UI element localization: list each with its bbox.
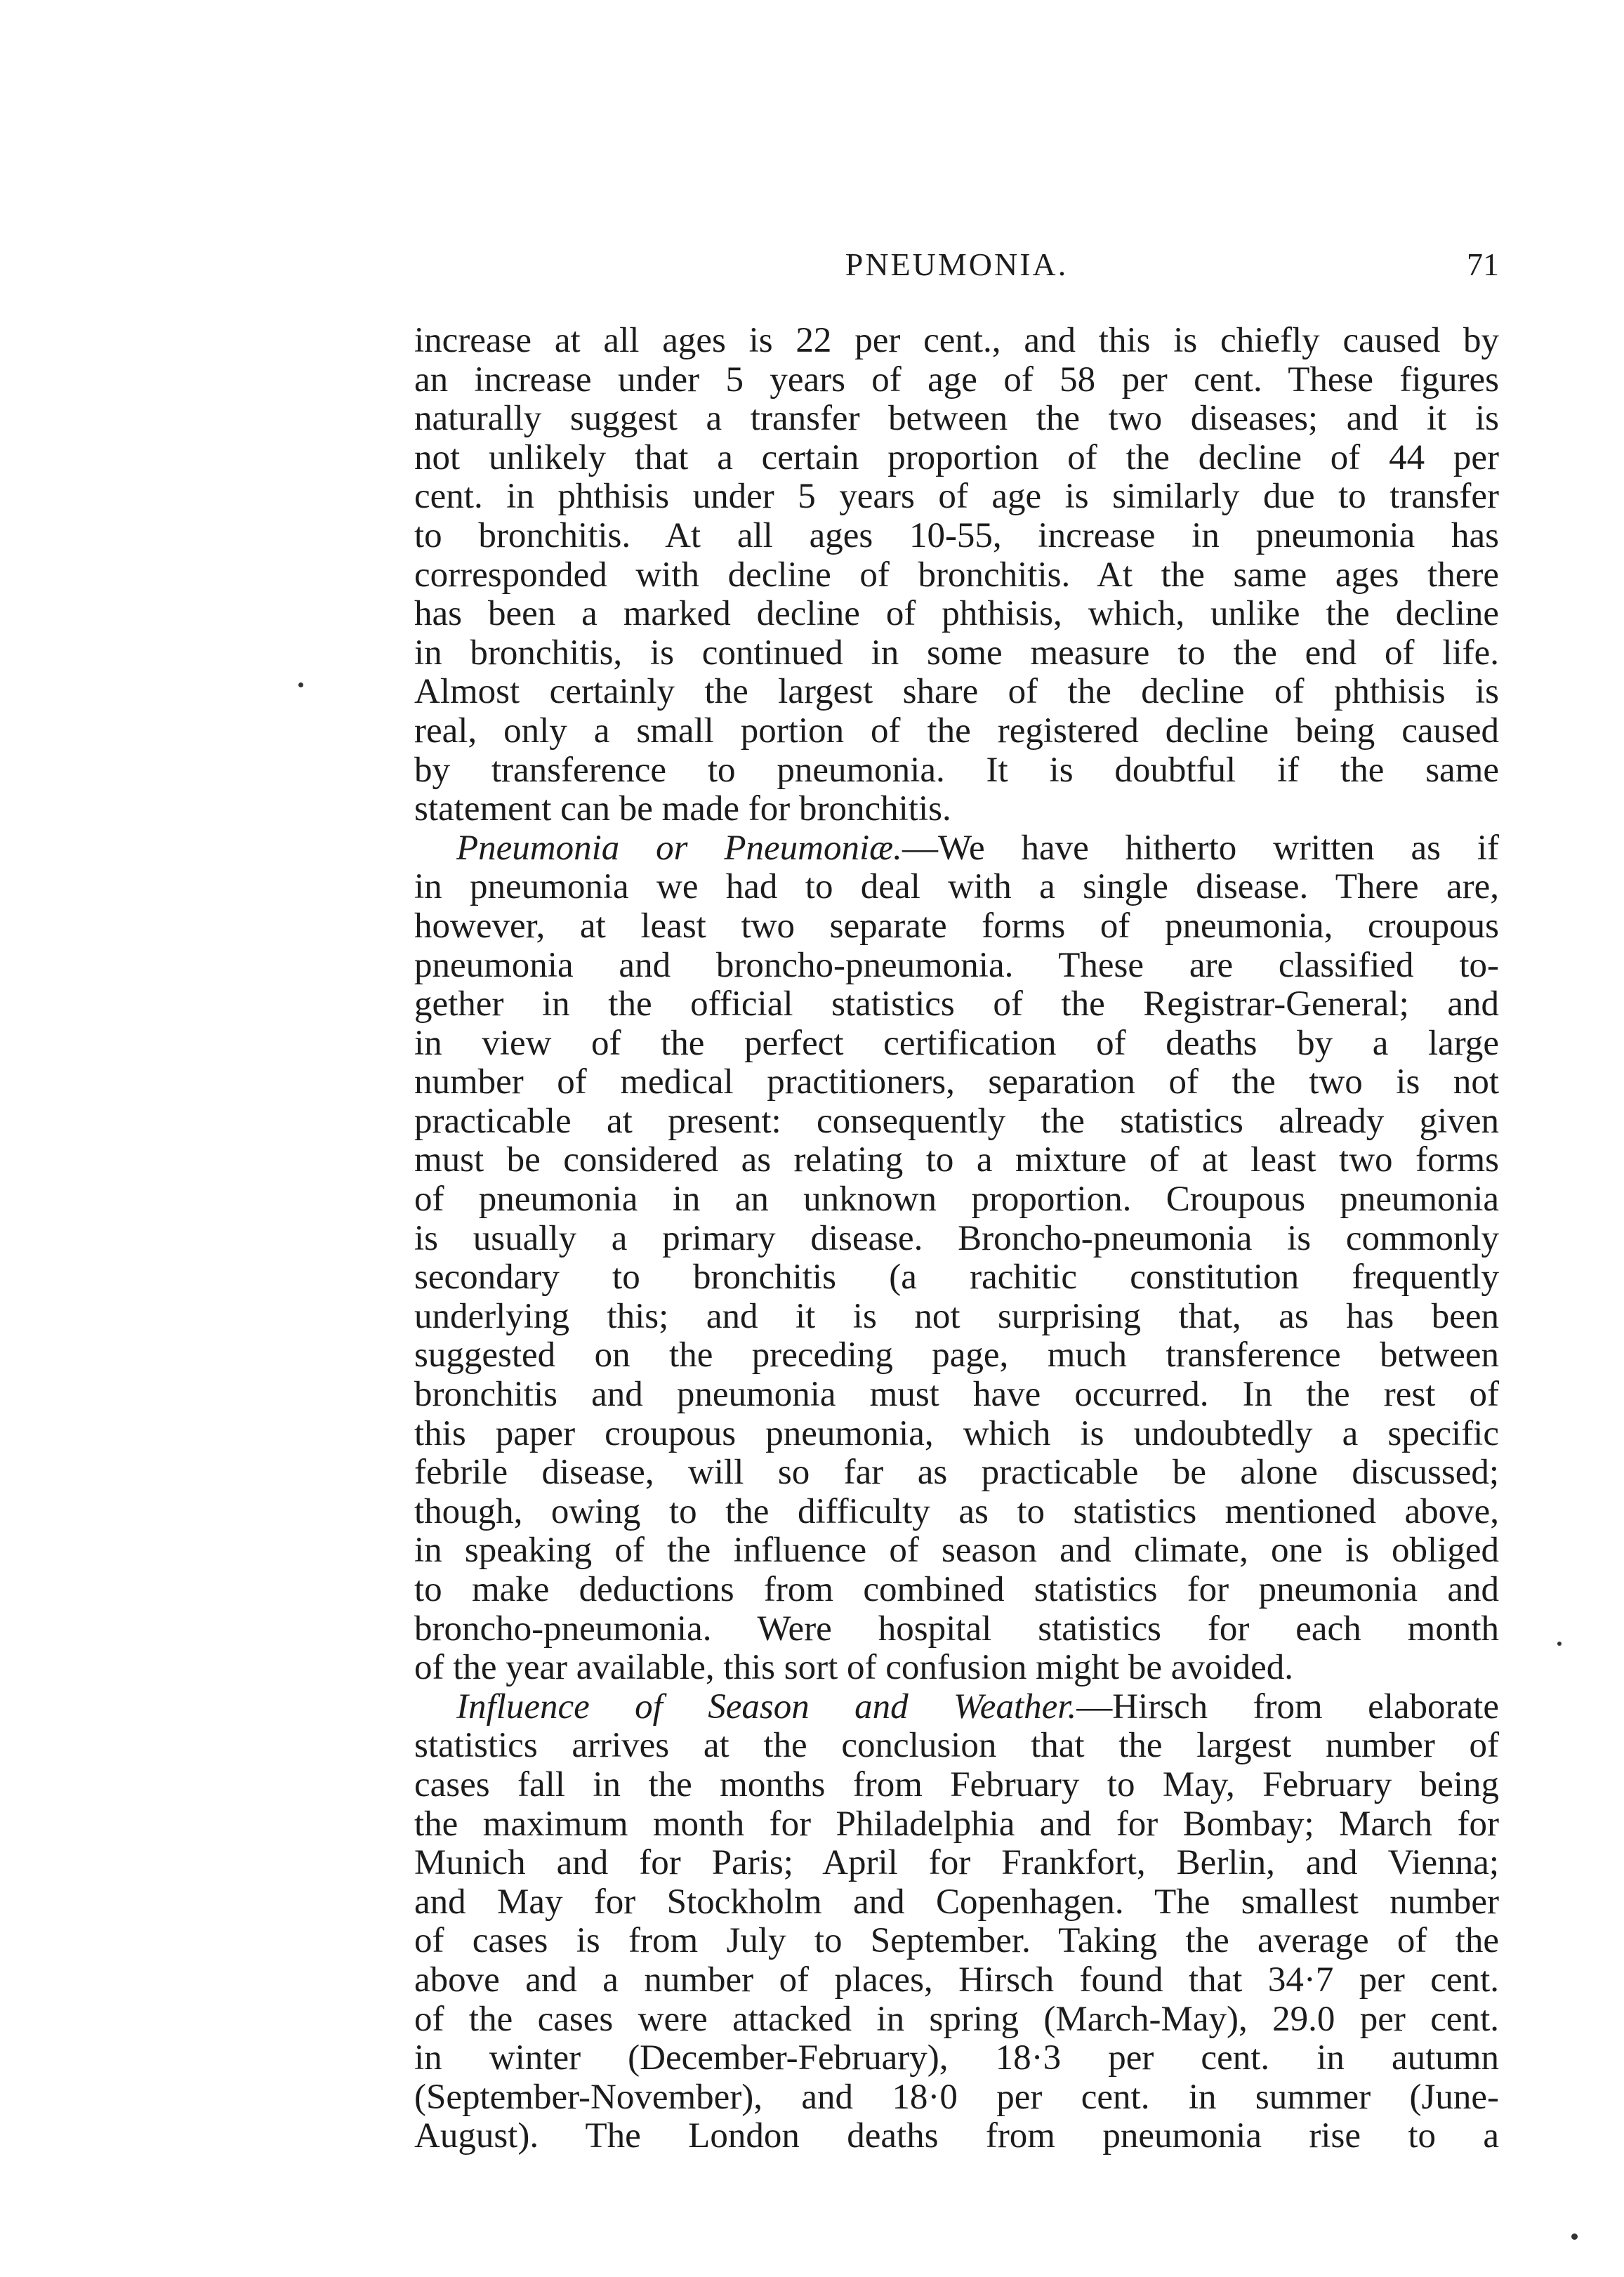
text-line: Almost certainly the largest share of the decline of phthisis is xyxy=(414,672,1499,712)
text-line: cases fall in the months from February to May, February being xyxy=(414,1764,1499,1804)
section-heading: Influence of Season and Weather. xyxy=(456,1687,1077,1727)
text-line: of cases is from July to September. Taking the average of the xyxy=(414,1921,1499,1961)
heading-line-rest: —We have hitherto written as if xyxy=(902,828,1499,868)
text-line: in pneumonia we had to deal with a single disease. There are, xyxy=(414,867,1499,907)
text-line: an increase under 5 years of age of 58 per cent. These figures xyxy=(414,359,1499,400)
text-line: of the year available, this sort of confusion might be avoided. xyxy=(414,1648,1293,1688)
running-head xyxy=(414,246,1499,288)
text-line: in view of the perfect certification of deaths by a large xyxy=(414,1023,1499,1063)
scan-speck xyxy=(1557,1642,1562,1646)
text-line: febrile disease, will so far as practicable be alone discussed; xyxy=(414,1453,1499,1493)
text-line: this paper croupous pneumonia, which is undoubtedly a specific xyxy=(414,1413,1499,1453)
text-line: has been a marked decline of phthisis, which, unlike the decline xyxy=(414,594,1499,634)
text-line: to bronchitis. At all ages 10-55, increase in pneumonia has xyxy=(414,515,1499,555)
text-line: statement can be made for bronchitis. xyxy=(414,789,951,829)
text-line: of pneumonia in an unknown proportion. Croupous pneumonia xyxy=(414,1180,1499,1220)
text-line: secondary to bronchitis (a rachitic constitution frequently xyxy=(414,1258,1499,1298)
text-line: the maximum month for Philadelphia and for Bombay; March for xyxy=(414,1804,1499,1844)
page-number: 71 xyxy=(1467,246,1499,282)
text-line: broncho-pneumonia. Were hospital statistics for each month xyxy=(414,1609,1499,1649)
text-line: bronchitis and pneumonia must have occurred. In the rest of xyxy=(414,1375,1499,1415)
text-line: in bronchitis, is continued in some measure to the end of life. xyxy=(414,633,1499,673)
text-line: number of medical practitioners, separation of the two is not xyxy=(414,1062,1499,1102)
text-line: cent. in phthisis under 5 years of age is similarly due to transfer xyxy=(414,477,1499,517)
text-line: statistics arrives at the conclusion that the largest number of xyxy=(414,1726,1499,1766)
section-heading: Pneumonia or Pneumoniæ. xyxy=(456,828,902,868)
text-line: real, only a small portion of the registered decline being caused xyxy=(414,711,1499,751)
text-line: underlying this; and it is not surprising that, as has been xyxy=(414,1296,1499,1336)
text-line: Munich and for Paris; April for Frankfort, Berlin, and Vienna; xyxy=(414,1843,1499,1883)
text-line: pneumonia and broncho-pneumonia. These are classified to- xyxy=(414,945,1499,985)
text-line: above and a number of places, Hirsch found that 34·7 per cent. xyxy=(414,1960,1499,2000)
text-line: however, at least two separate forms of pneumonia, croupous xyxy=(414,906,1499,946)
text-line: though, owing to the difficulty as to statistics mentioned above, xyxy=(414,1491,1499,1531)
text-line xyxy=(414,1688,1499,1727)
heading-line-rest: —Hirsch from elaborate xyxy=(1076,1687,1499,1727)
text-line: is usually a primary disease. Broncho-pneumonia is commonly xyxy=(414,1218,1499,1258)
paragraph-pneumonia-forms xyxy=(414,829,1499,1688)
text-line: in winter (December-February), 18·3 per cent. in autumn xyxy=(414,2038,1499,2078)
text-line xyxy=(414,829,1499,869)
scan-speck xyxy=(298,682,303,687)
text-line: corresponded with decline of bronchitis. At the same ages there xyxy=(414,555,1499,595)
text-line: suggested on the preceding page, much transference between xyxy=(414,1335,1499,1375)
running-title: PNEUMONIA. xyxy=(845,246,1069,282)
text-line: by transference to pneumonia. It is doubtful if the same xyxy=(414,750,1499,790)
text-line: August). The London deaths from pneumonia rise to a xyxy=(414,2116,1499,2156)
text-line: in speaking of the influence of season and climate, one is obliged xyxy=(414,1531,1499,1571)
text-line: must be considered as relating to a mixture of at least two forms xyxy=(414,1140,1499,1180)
text-line: practicable at present: consequently the statistics already given xyxy=(414,1101,1499,1141)
body-text xyxy=(414,322,1499,2156)
paragraph-season-weather xyxy=(414,1688,1499,2156)
text-line: (September-November), and 18·0 per cent. in summer (June- xyxy=(414,2077,1499,2117)
text-line: and May for Stockholm and Copenhagen. The smallest number xyxy=(414,1882,1499,1922)
text-line: of the cases were attacked in spring (March-May), 29.0 per cent. xyxy=(414,1999,1499,2039)
paragraph-transfer xyxy=(414,322,1499,829)
text-line: to make deductions from combined statistics for pneumonia and xyxy=(414,1570,1499,1609)
scan-speck xyxy=(1571,2233,1578,2240)
text-line: gether in the official statistics of the Registrar-General; and xyxy=(414,984,1499,1024)
text-line: increase at all ages is 22 per cent., and this is chiefly caused by xyxy=(414,321,1499,360)
text-line: naturally suggest a transfer between the two diseases; and it is xyxy=(414,399,1499,439)
text-line: not unlikely that a certain proportion of the decline of 44 per xyxy=(414,437,1499,477)
